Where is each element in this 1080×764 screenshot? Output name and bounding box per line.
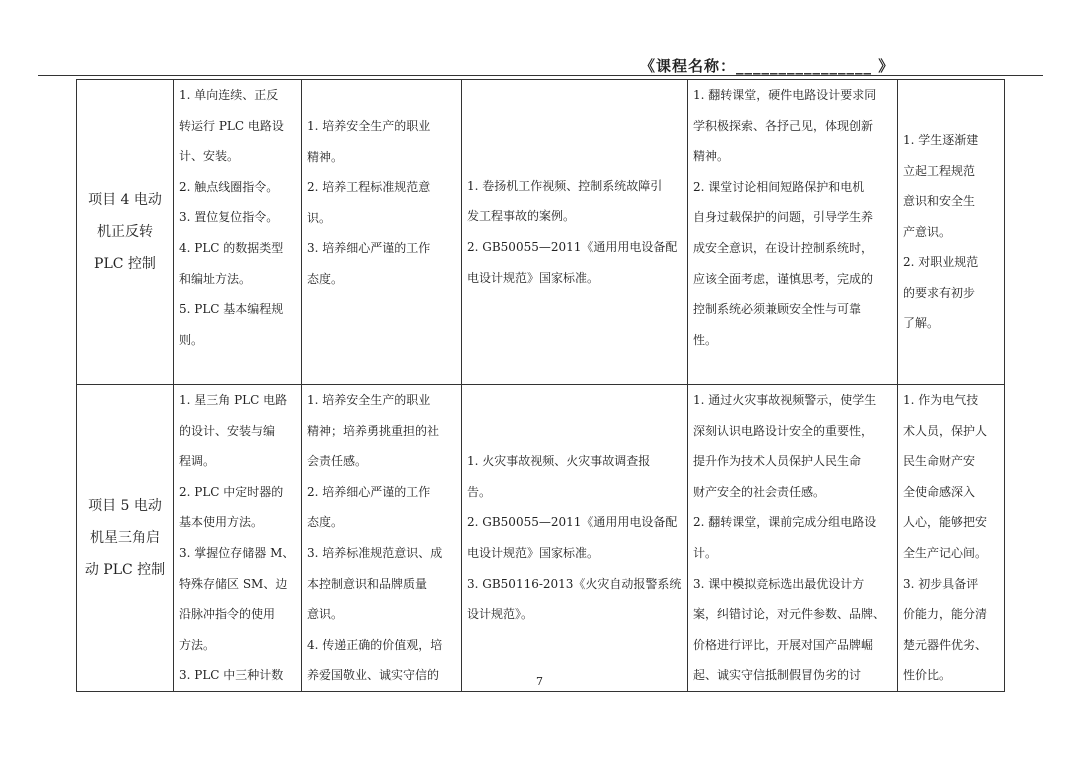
- materials-line: 发工程事故的案例。: [467, 209, 576, 224]
- methods-line: 提升作为技术人员保护人民生命: [693, 454, 862, 469]
- goals-line: 会责任感。: [307, 454, 368, 469]
- materials-line: 电设计规范》国家标准。: [467, 270, 600, 285]
- effects-line: 意识和安全生: [903, 194, 976, 209]
- effects-line: 价能力，能分清: [903, 607, 988, 622]
- knowledge-line: 方法。: [179, 637, 216, 652]
- goals-line: 3. 培养标准规范意识、成: [307, 545, 443, 560]
- goals-line: 本控制意识和品牌质量: [307, 576, 428, 591]
- effects-line: 民生命财产安: [903, 454, 976, 469]
- effects-line: 1. 作为电气技: [903, 393, 979, 407]
- knowledge-line: 特殊存储区 SM、边: [179, 576, 288, 591]
- knowledge-line: 转运行 PLC 电路设: [179, 118, 284, 133]
- effects-line: 全生产记心间。: [903, 545, 988, 560]
- goals-line: 态度。: [307, 271, 344, 286]
- goals-line: 精神；培养勇挑重担的社: [307, 423, 440, 438]
- knowledge-line: 3. 掌握位存储器 M、: [179, 545, 295, 560]
- goals-cell: [302, 385, 462, 692]
- methods-line: 计。: [693, 545, 718, 560]
- knowledge-cell: [174, 80, 302, 385]
- knowledge-line: 计、安装。: [179, 149, 240, 164]
- materials-line: 1. 火灾事故视频、火灾事故调查报: [467, 454, 651, 469]
- materials-cell: [462, 80, 688, 385]
- effects-line: 了解。: [903, 316, 940, 331]
- methods-line: 1. 翻转课堂，硬件电路设计要求同: [693, 88, 877, 102]
- methods-line: 深刻认识电路设计安全的重要性，: [693, 423, 874, 438]
- materials-line: 2. GB50055—2011《通用用电设备配: [467, 240, 678, 254]
- methods-cell: [688, 80, 898, 385]
- knowledge-line: 2. PLC 中定时器的: [179, 484, 284, 499]
- knowledge-line: 3. PLC 中三种计数: [179, 668, 284, 683]
- methods-line: 精神。: [693, 149, 730, 164]
- methods-line: 2. 课堂讨论相间短路保护和电机: [693, 179, 865, 194]
- effects-line: 性价比。: [903, 668, 952, 683]
- project-line: 项目 5 电动: [88, 497, 162, 514]
- goals-line: 3. 培养细心严谨的工作: [307, 241, 431, 256]
- knowledge-cell: [174, 385, 302, 692]
- goals-line: 态度。: [307, 515, 344, 530]
- table-row: [77, 385, 1005, 692]
- knowledge-line: 5. PLC 基本编程规: [179, 302, 284, 317]
- methods-line: 财产安全的社会责任感。: [693, 484, 826, 499]
- effects-line: 立起工程规范: [903, 163, 976, 178]
- goals-line: 4. 传递正确的价值观，培: [307, 637, 443, 652]
- project-line: 项目 4 电动: [88, 192, 162, 208]
- effects-line: 产意识。: [903, 224, 952, 239]
- effects-line: 3. 初步具备评: [903, 576, 979, 591]
- knowledge-line: 程调。: [179, 454, 216, 469]
- methods-line: 应该全面考虑，谨慎思考，完成的: [693, 271, 874, 286]
- methods-line: 自身过载保护的问题，引导学生养: [693, 210, 874, 225]
- methods-line: 学积极探索、各抒己见，体现创新: [693, 118, 874, 133]
- goals-line: 识。: [307, 210, 332, 225]
- effects-line: 术人员，保护人: [903, 423, 988, 438]
- methods-line: 1. 通过火灾事故视频警示，使学生: [693, 393, 877, 407]
- goals-line: 养爱国敬业、诚实守信的: [307, 668, 440, 683]
- materials-line: 电设计规范》国家标准。: [467, 545, 600, 560]
- project-line: 机星三角启: [90, 529, 160, 546]
- goals-line: 意识。: [307, 607, 344, 622]
- materials-line: 设计规范》。: [467, 607, 534, 622]
- project-cell: [77, 80, 174, 385]
- goals-line: 2. 培养工程标准规范意: [307, 180, 431, 195]
- methods-line: 价格进行评比，开展对国产品牌崛: [693, 637, 874, 652]
- effects-cell: [898, 80, 1005, 385]
- materials-line: 2. GB50055—2011《通用用电设备配: [467, 515, 678, 530]
- project-line: 机正反转: [97, 224, 153, 240]
- knowledge-line: 和编址方法。: [179, 271, 252, 286]
- page-number: 7: [536, 675, 543, 688]
- effects-line: 人心，能够把安: [903, 515, 988, 530]
- materials-cell: [462, 385, 688, 692]
- knowledge-line: 2. 触点线圈指令。: [179, 179, 279, 194]
- effects-line: 的要求有初步: [903, 285, 976, 300]
- course-name-title: 《课程名称：________________ 》: [640, 57, 895, 75]
- effects-line: 1. 学生逐渐建: [903, 132, 979, 147]
- header-rule: [38, 75, 1043, 76]
- goals-line: 1. 培养安全生产的职业: [307, 393, 431, 407]
- methods-line: 2. 翻转课堂，课前完成分组电路设: [693, 515, 877, 530]
- methods-line: 3. 课中模拟竞标选出最优设计方: [693, 576, 865, 591]
- methods-line: 性。: [693, 332, 718, 347]
- project-line: 动 PLC 控制: [84, 561, 166, 578]
- knowledge-line: 则。: [179, 332, 204, 347]
- knowledge-line: 1. 单向连续、正反: [179, 88, 279, 102]
- project-line: PLC 控制: [94, 256, 156, 272]
- effects-line: 全使命感深入: [903, 484, 976, 499]
- knowledge-line: 沿脉冲指令的使用: [179, 607, 276, 622]
- course-table: [76, 79, 1005, 692]
- materials-line: 告。: [467, 484, 492, 499]
- goals-cell: [302, 80, 462, 385]
- effects-line: 2. 对职业规范: [903, 255, 979, 270]
- knowledge-line: 的设计、安装与编: [179, 423, 276, 438]
- table-row: [77, 80, 1005, 385]
- effects-cell: [898, 385, 1005, 692]
- methods-line: 案，纠错讨论，对元件参数、品牌、: [693, 607, 886, 622]
- materials-line: 1. 卷扬机工作视频、控制系统故障引: [467, 178, 663, 193]
- methods-line: 成安全意识，在设计控制系统时，: [693, 240, 874, 255]
- effects-line: 楚元器件优劣、: [903, 637, 988, 652]
- methods-line: 起、诚实守信抵制假冒伪劣的讨: [693, 668, 862, 683]
- knowledge-line: 基本使用方法。: [179, 515, 264, 530]
- knowledge-line: 1. 星三角 PLC 电路: [179, 393, 288, 407]
- project-cell: [77, 385, 174, 692]
- materials-line: 3. GB50116-2013《火灾自动报警系统: [467, 576, 682, 591]
- goals-line: 2. 培养细心严谨的工作: [307, 484, 431, 499]
- methods-line: 控制系统必须兼顾安全性与可靠: [693, 302, 862, 317]
- knowledge-line: 4. PLC 的数据类型: [179, 240, 284, 255]
- goals-line: 1. 培养安全生产的职业: [307, 119, 431, 133]
- knowledge-line: 3. 置位复位指令。: [179, 210, 279, 225]
- methods-cell: [688, 385, 898, 692]
- goals-line: 精神。: [307, 149, 344, 164]
